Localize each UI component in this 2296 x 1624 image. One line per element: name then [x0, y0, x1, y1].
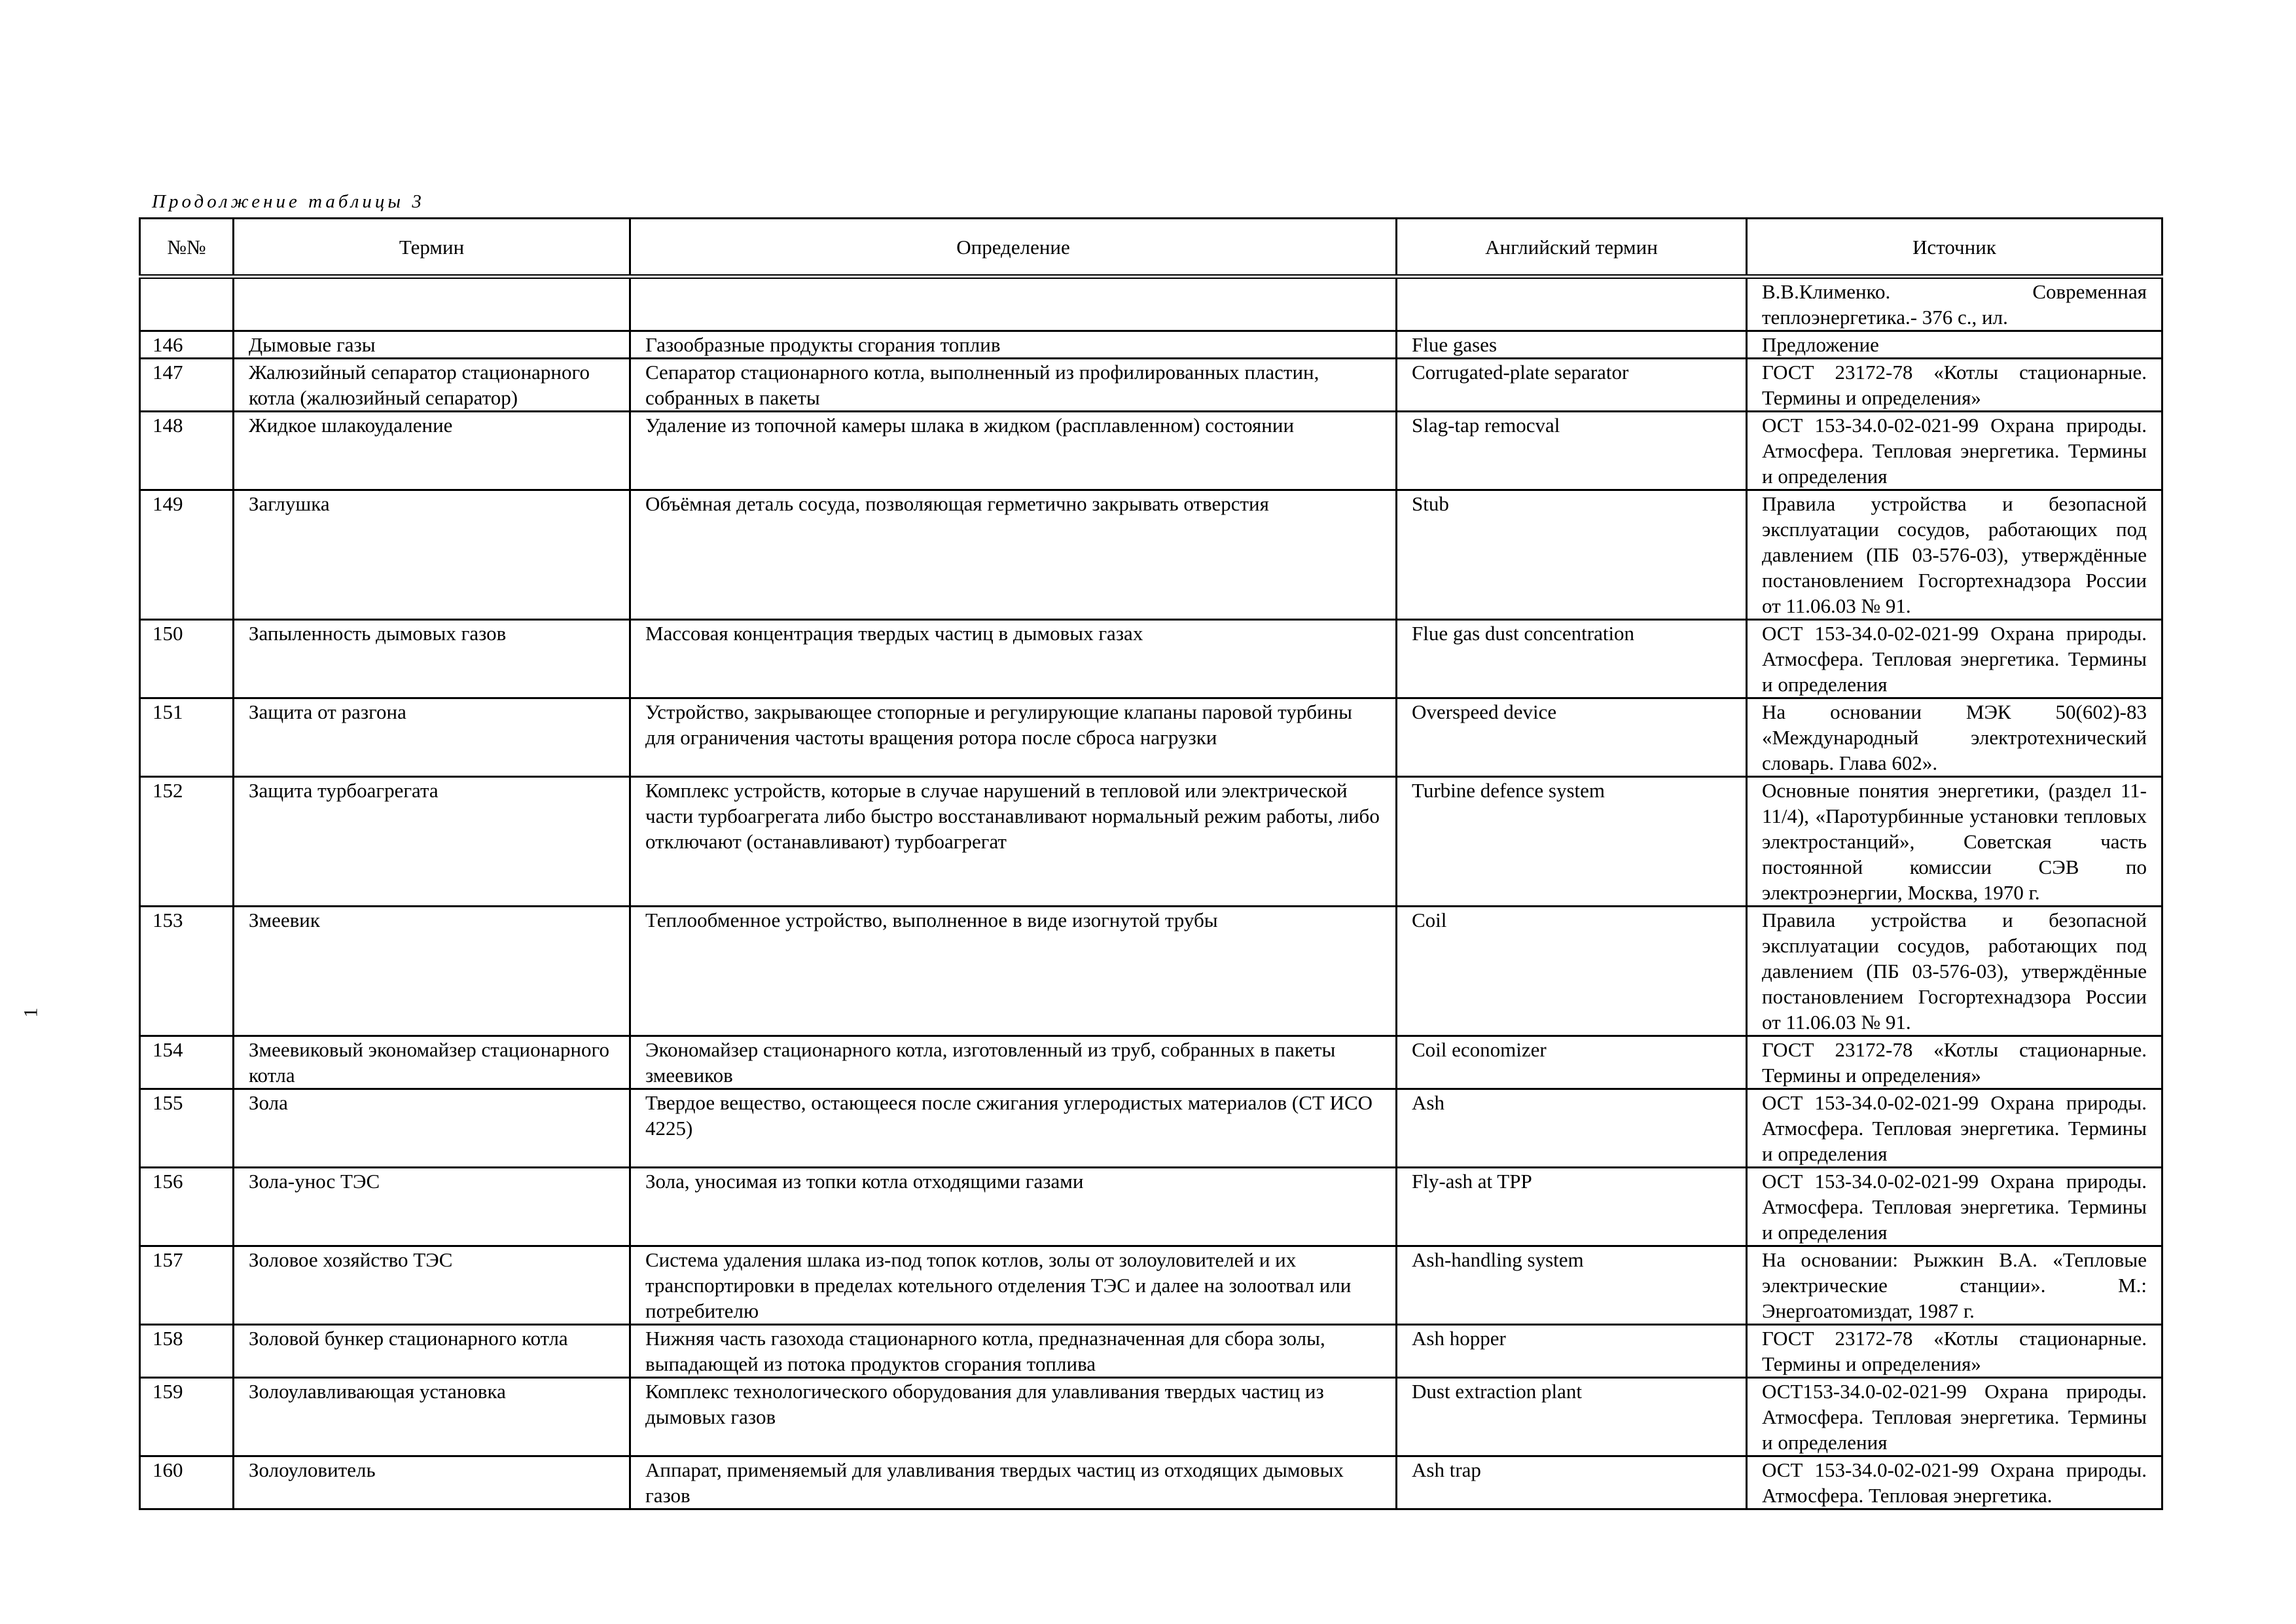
cell-english-term: Ash: [1397, 1089, 1747, 1168]
cell-source: На основании: Рыжкин В.А. «Тепловые электрические станции». М.: Энергоатомиздат, 1987 г.: [1747, 1246, 2162, 1325]
cell-source: Правила устройства и безопасной эксплуатации сосудов, работающих под давлением (ПБ 03-576-03), утверждённые постановлением Госгортехнадзора России от 11.06.03 № 91.: [1747, 490, 2162, 620]
cell-number: 153: [140, 907, 234, 1036]
cell-definition: [630, 277, 1397, 331]
cell-definition: Аппарат, применяемый для улавливания твердых частиц из отходящих дымовых газов: [630, 1456, 1397, 1509]
cell-source: ОСТ 153-34.0-02-021-99 Охрана природы. Атмосфера. Тепловая энергетика. Термины и определения: [1747, 1089, 2162, 1168]
cell-english-term: Ash-handling system: [1397, 1246, 1747, 1325]
cell-definition: Удаление из топочной камеры шлака в жидком (расплавленном) состоянии: [630, 412, 1397, 490]
cell-term: Защита турбоагрегата: [234, 777, 630, 907]
cell-definition: Твердое вещество, остающееся после сжигания углеродистых материалов (СТ ИСО 4225): [630, 1089, 1397, 1168]
column-header-number: №№: [140, 219, 234, 277]
cell-number: 149: [140, 490, 234, 620]
cell-term: Запыленность дымовых газов: [234, 620, 630, 698]
table-row: [140, 359, 2162, 412]
cell-source: В.В.Клименко. Современная теплоэнергетика.- 376 с., ил.: [1747, 277, 2162, 331]
table-row: [140, 1036, 2162, 1089]
table-row: [140, 331, 2162, 359]
cell-number: 155: [140, 1089, 234, 1168]
cell-definition: Газообразные продукты сгорания топлив: [630, 331, 1397, 359]
cell-english-term: Slag-tap remocval: [1397, 412, 1747, 490]
cell-source: ОСТ 153-34.0-02-021-99 Охрана природы. Атмосфера. Тепловая энергетика. Термины и определения: [1747, 412, 2162, 490]
cell-definition: Теплообменное устройство, выполненное в виде изогнутой трубы: [630, 907, 1397, 1036]
table-row: [140, 1089, 2162, 1168]
table-row: [140, 1246, 2162, 1325]
cell-source: Предложение: [1747, 331, 2162, 359]
cell-definition: Массовая концентрация твердых частиц в дымовых газах: [630, 620, 1397, 698]
table-row: [140, 412, 2162, 490]
table-row: [140, 1378, 2162, 1456]
table-row: [140, 620, 2162, 698]
table-row: [140, 1168, 2162, 1246]
cell-term: [234, 277, 630, 331]
cell-term: Золовое хозяйство ТЭС: [234, 1246, 630, 1325]
cell-definition: Система удаления шлака из-под топок котлов, золы от золоуловителей и их транспортировки в пределах котельного отделения ТЭС и далее на золоотвал или потребителю: [630, 1246, 1397, 1325]
cell-definition: Комплекс технологического оборудования для улавливания твердых частиц из дымовых газов: [630, 1378, 1397, 1456]
cell-english-term: Stub: [1397, 490, 1747, 620]
table-row: [140, 1325, 2162, 1378]
continued-row: [140, 277, 2162, 331]
column-header-source: Источник: [1747, 219, 2162, 277]
table-row: [140, 698, 2162, 777]
cell-term: Золоулавливающая установка: [234, 1378, 630, 1456]
cell-source: Основные понятия энергетики, (раздел 11-11/4), «Паротурбинные установки тепловых электростанций», Советская часть постоянной комиссии СЭВ по электроэнергии, Москва, 1970 г.: [1747, 777, 2162, 907]
cell-source: На основании МЭК 50(602)-83 «Международный электротехнический словарь. Глава 602».: [1747, 698, 2162, 777]
terms-table: [139, 217, 2163, 1510]
cell-number: 150: [140, 620, 234, 698]
cell-english-term: Flue gas dust concentration: [1397, 620, 1747, 698]
cell-english-term: Corrugated-plate separator: [1397, 359, 1747, 412]
cell-source: Правила устройства и безопасной эксплуатации сосудов, работающих под давлением (ПБ 03-576-03), утверждённые постановлением Госгортехнадзора России от 11.06.03 № 91.: [1747, 907, 2162, 1036]
cell-source: ГОСТ 23172-78 «Котлы стационарные. Термины и определения»: [1747, 1036, 2162, 1089]
cell-number: 160: [140, 1456, 234, 1509]
table-row: [140, 490, 2162, 620]
cell-term: Золоуловитель: [234, 1456, 630, 1509]
cell-definition: Сепаратор стационарного котла, выполненный из профилированных пластин, собранных в пакеты: [630, 359, 1397, 412]
cell-english-term: Coil: [1397, 907, 1747, 1036]
cell-definition: Комплекс устройств, которые в случае нарушений в тепловой или электрической части турбоагрегата либо быстро восстанавливают нормальный режим работы, либо отключают (останавливают) турбоагрегат: [630, 777, 1397, 907]
cell-number: 156: [140, 1168, 234, 1246]
cell-term: Зола: [234, 1089, 630, 1168]
cell-source: ГОСТ 23172-78 «Котлы стационарные. Термины и определения»: [1747, 1325, 2162, 1378]
column-header-english-term: Английский термин: [1397, 219, 1747, 277]
cell-number: [140, 277, 234, 331]
table-caption: Продолжение таблицы 3: [152, 191, 425, 212]
cell-english-term: Ash hopper: [1397, 1325, 1747, 1378]
table-row: [140, 907, 2162, 1036]
cell-number: 151: [140, 698, 234, 777]
cell-term: Жалюзийный сепаратор стационарного котла (жалюзийный сепаратор): [234, 359, 630, 412]
cell-definition: Устройство, закрывающее стопорные и регулирующие клапаны паровой турбины для ограничения частоты вращения ротора после сброса нагрузки: [630, 698, 1397, 777]
cell-definition: Зола, уносимая из топки котла отходящими газами: [630, 1168, 1397, 1246]
cell-english-term: Flue gases: [1397, 331, 1747, 359]
cell-term: Змеевик: [234, 907, 630, 1036]
cell-definition: Нижняя часть газохода стационарного котла, предназначенная для сбора золы, выпадающей из потока продуктов сгорания топлива: [630, 1325, 1397, 1378]
cell-term: Жидкое шлакоудаление: [234, 412, 630, 490]
table-row: [140, 1456, 2162, 1509]
cell-definition: Экономайзер стационарного котла, изготовленный из труб, собранных в пакеты змеевиков: [630, 1036, 1397, 1089]
cell-english-term: Turbine defence system: [1397, 777, 1747, 907]
cell-definition: Объёмная деталь сосуда, позволяющая герметично закрывать отверстия: [630, 490, 1397, 620]
cell-english-term: Coil economizer: [1397, 1036, 1747, 1089]
table-row: [140, 777, 2162, 907]
cell-english-term: [1397, 277, 1747, 331]
cell-number: 148: [140, 412, 234, 490]
table-header-row: [140, 219, 2162, 277]
cell-number: 157: [140, 1246, 234, 1325]
cell-term: Защита от разгона: [234, 698, 630, 777]
cell-term: Дымовые газы: [234, 331, 630, 359]
cell-number: 152: [140, 777, 234, 907]
cell-term: Золовой бункер стационарного котла: [234, 1325, 630, 1378]
cell-term: Зола-унос ТЭС: [234, 1168, 630, 1246]
cell-number: 158: [140, 1325, 234, 1378]
cell-number: 154: [140, 1036, 234, 1089]
cell-source: ОСТ153-34.0-02-021-99 Охрана природы. Атмосфера. Тепловая энергетика. Термины и определения: [1747, 1378, 2162, 1456]
column-header-definition: Определение: [630, 219, 1397, 277]
cell-source: ОСТ 153-34.0-02-021-99 Охрана природы. Атмосфера. Тепловая энергетика. Термины и определения: [1747, 1168, 2162, 1246]
cell-number: 147: [140, 359, 234, 412]
cell-number: 159: [140, 1378, 234, 1456]
cell-source: ГОСТ 23172-78 «Котлы стационарные. Термины и определения»: [1747, 359, 2162, 412]
cell-source: ОСТ 153-34.0-02-021-99 Охрана природы. Атмосфера. Тепловая энергетика.: [1747, 1456, 2162, 1509]
cell-number: 146: [140, 331, 234, 359]
cell-term: Змеевиковый экономайзер стационарного котла: [234, 1036, 630, 1089]
cell-term: Заглушка: [234, 490, 630, 620]
column-header-term: Термин: [234, 219, 630, 277]
cell-source: ОСТ 153-34.0-02-021-99 Охрана природы. Атмосфера. Тепловая энергетика. Термины и определения: [1747, 620, 2162, 698]
page-side-mark: 1: [20, 1007, 42, 1018]
cell-english-term: Fly-ash at TPP: [1397, 1168, 1747, 1246]
cell-english-term: Overspeed device: [1397, 698, 1747, 777]
cell-english-term: Ash trap: [1397, 1456, 1747, 1509]
cell-english-term: Dust extraction plant: [1397, 1378, 1747, 1456]
